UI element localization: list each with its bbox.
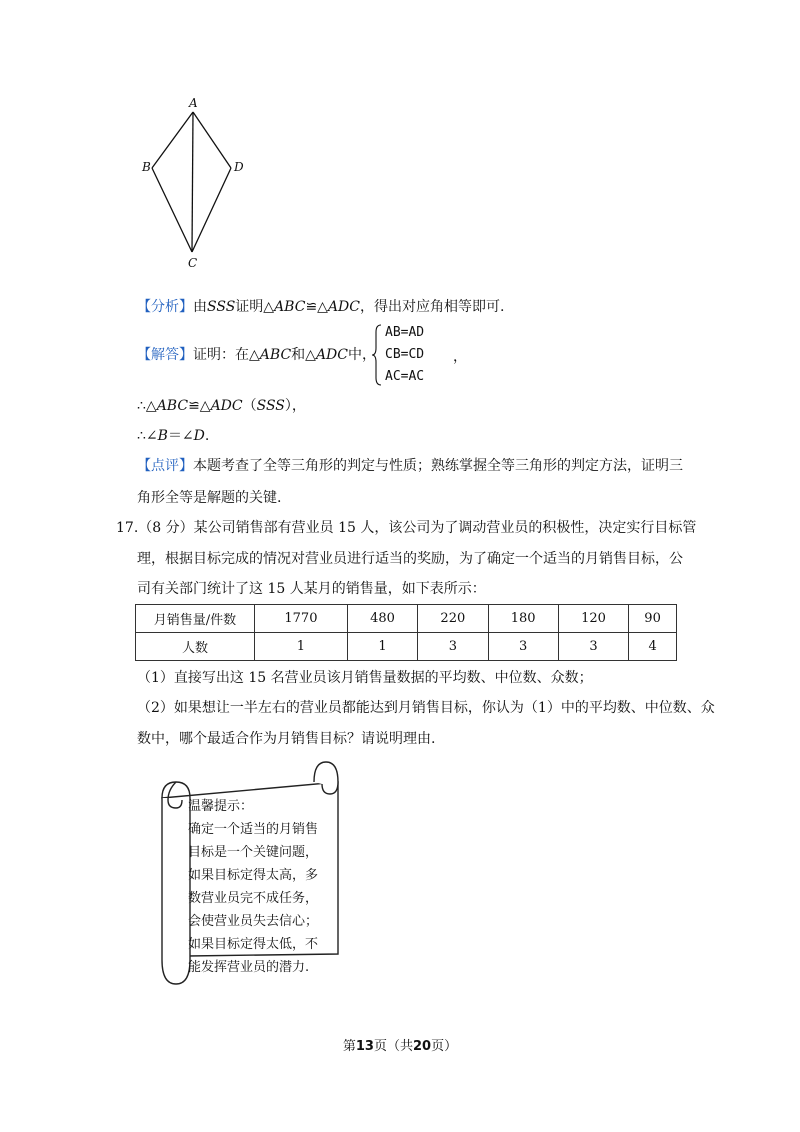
scroll-hint-line: 能发挥营业员的潜力. [188,960,310,975]
vertex-label-d: D [234,160,244,174]
scroll-hint-line: 温馨提示： [188,799,254,814]
table-cell: 120 [558,605,628,633]
scroll-hint-line: 会使营业员失去信心； [188,914,319,929]
segment-ab [152,112,193,168]
scroll-hint-line: 如果目标定得太高，多 [188,868,319,883]
scroll-hint-line: 数营业员完不成任务， [188,891,319,906]
table-cell: 1 [347,633,417,661]
question-1: （1）直接写出这 15 名营业员该月销售量数据的平均数、中位数、众数； [137,670,593,686]
equation-cb-cd: CB=CD [385,347,425,362]
table-cell: 3 [488,633,558,661]
sales-table [135,604,677,661]
page-number: 13 [355,1039,374,1054]
segment-dc [192,168,231,252]
scroll-hint-line: 目标是一个关键问题， [188,845,319,860]
solution-line: 【解答】证明：在△ABC和△ADC中， [137,347,376,363]
table-header-cell: 月销售量/件数 [136,605,255,633]
table-cell: 3 [418,633,488,661]
table-cell: 90 [629,605,677,633]
kite-diagram [130,90,260,275]
vertex-label-a: A [189,96,198,110]
equation-system: AB=AD CB=CD AC=AC ， [371,322,481,388]
segment-bc [152,168,192,252]
table-row [136,605,677,633]
table-header-cell: 人数 [136,633,255,661]
table-row [136,633,677,661]
table-cell: 480 [347,605,417,633]
scroll-hint-line: 如果目标定得太低，不 [188,937,319,952]
comment-line-2: 角形全等是解题的关键. [137,490,282,506]
analysis-line: 【分析】由SSS证明△ABC≌△ADC，得出对应角相等即可. [137,299,505,315]
conclusion-congruence: ∴△ABC≌△ADC（SSS）， [137,398,306,414]
table-cell: 180 [488,605,558,633]
left-brace-icon [371,324,383,386]
page-total: 20 [413,1039,432,1054]
table-cell: 220 [418,605,488,633]
question-2-line-2: 数中，哪个最适合作为月销售目标？请说明理由. [137,731,436,747]
table-cell: 3 [558,633,628,661]
vertex-label-b: B [142,160,151,174]
table-cell: 4 [629,633,677,661]
vertex-label-c: C [188,256,198,270]
segment-ad [193,112,231,168]
conclusion-angle: ∴∠B＝∠D. [137,428,210,444]
comment-tag: 【点评】 [137,458,193,474]
table-cell: 1 [255,633,348,661]
analysis-tag: 【分析】 [137,299,193,315]
scroll-hint-line: 确定一个适当的月销售 [188,822,319,837]
equation-ab-ad: AB=AD [385,325,425,340]
segment-ac [192,112,193,252]
comment-line-1: 【点评】本题考查了全等三角形的判定与性质；熟练掌握全等三角形的判定方法，证明三 [137,458,683,474]
scroll-hint [188,795,348,979]
solution-tag: 【解答】 [137,347,193,363]
problem-17-line-2: 理，根据目标完成的情况对营业员进行适当的奖励，为了确定一个适当的月销售目标，公 [137,551,683,567]
question-2-line-1: （2）如果想让一半左右的营业员都能达到月销售目标，你认为（1）中的平均数、中位数、众 [137,700,715,716]
table-cell: 1770 [255,605,348,633]
equation-ac-ac: AC=AC [385,369,425,384]
page-footer: 第13页（共20页） [342,1039,458,1054]
problem-17-line-3: 司有关部门统计了这 15 人某月的销售量，如下表所示： [137,581,486,597]
problem-17-line-1: 17.（8 分）某公司销售部有营业员 15 人，该公司为了调动营业员的积极性，决定实行目标管 [116,520,697,536]
